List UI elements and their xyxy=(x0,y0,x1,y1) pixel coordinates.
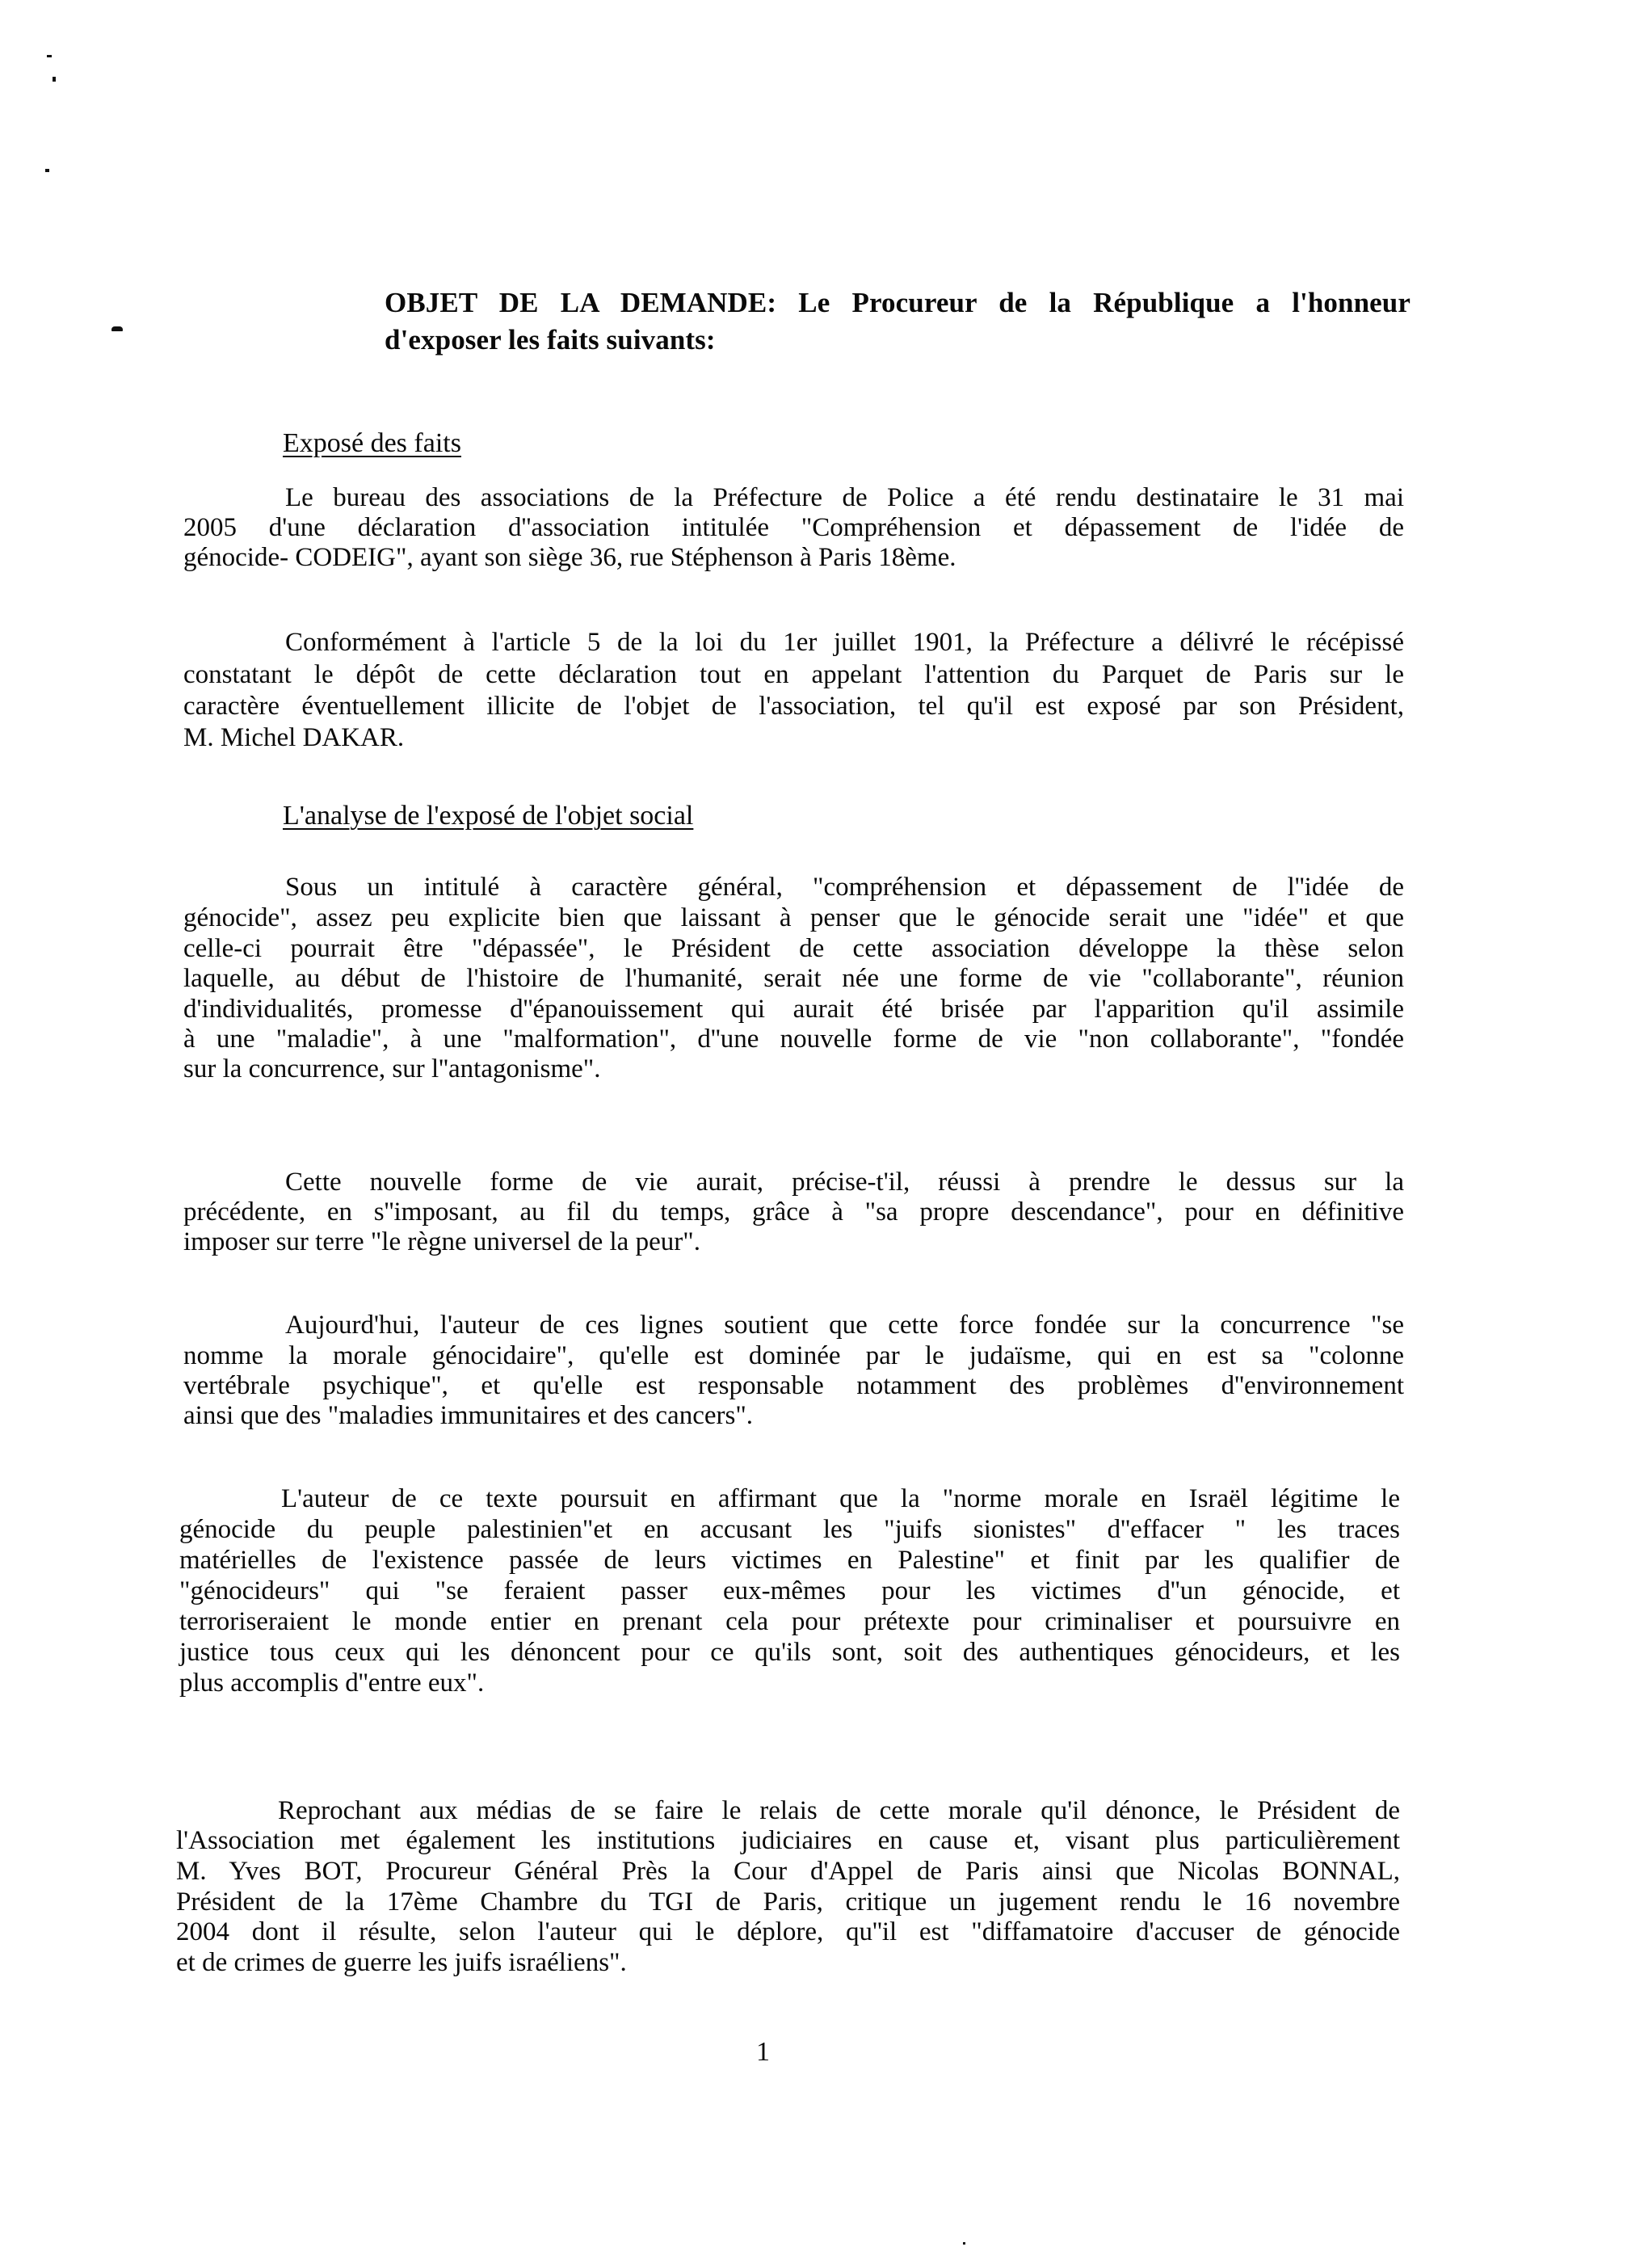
text-line: justice tous ceux qui les dénoncent pour ce qu'ils sont, soit des authentiques génocideurs, et les xyxy=(179,1638,1400,1667)
text-line: imposer sur terre "le règne universel de la peur". xyxy=(183,1227,700,1256)
text-line: Conformément à l'article 5 de la loi du 1er juillet 1901, la Préfecture a délivré le récépissé xyxy=(285,628,1404,657)
section-heading-analyse-objet-social: L'analyse de l'exposé de l'objet social xyxy=(283,801,694,831)
text-line: à une "maladie", à une "malformation", d''une nouvelle forme de vie "non collaborante", "fondée xyxy=(183,1025,1404,1054)
text-line: génocide- CODEIG", ayant son siège 36, rue Stéphenson à Paris 18ème. xyxy=(183,543,956,572)
text-line: caractère éventuellement illicite de l'objet de l'association, tel qu'il est exposé par son Président, xyxy=(183,692,1404,721)
request-title xyxy=(385,284,1410,359)
text-line: génocide", assez peu explicite bien que laissant à penser que le génocide serait une "idée" et que xyxy=(183,903,1404,932)
text-line: M. Michel DAKAR. xyxy=(183,723,405,752)
text-line: d'individualités, promesse d''épanouissement qui aurait été brisée par l'apparition qu'il assimile xyxy=(183,995,1404,1024)
text-line: Sous un intitulé à caractère général, "compréhension et dépassement de l''idée de xyxy=(285,873,1404,902)
text-line: Aujourd'hui, l'auteur de ces lignes soutient que cette force fondée sur la concurrence "se xyxy=(285,1311,1404,1340)
scan-speck xyxy=(45,169,49,172)
text-line: sur la concurrence, sur l''antagonisme". xyxy=(183,1054,601,1084)
text-line: et de crimes de guerre les juifs israéliens". xyxy=(176,1948,627,1977)
text-line: ainsi que des "maladies immunitaires et des cancers". xyxy=(183,1401,754,1430)
text-line: Le bureau des associations de la Préfecture de Police a été rendu destinataire le 31 mai xyxy=(285,483,1404,512)
text-line: constatant le dépôt de cette déclaration tout en appelant l'attention du Parquet de Paris sur le xyxy=(183,660,1404,689)
text-line: "génocideurs" qui "se feraient passer eux-mêmes pour les victimes d''un génocide, et xyxy=(179,1576,1400,1605)
page-number: 1 xyxy=(756,2037,770,2067)
scan-speck xyxy=(963,2242,965,2245)
title-line-2: d'exposer les faits suivants: xyxy=(385,324,716,356)
text-line: l'Association met également les institutions judiciaires en cause et, visant plus particulièrement xyxy=(176,1826,1400,1855)
text-line: L'auteur de ce texte poursuit en affirmant que la "norme morale en Israël légitime le xyxy=(281,1484,1400,1513)
section-heading-expose-des-faits: Exposé des faits xyxy=(283,428,461,458)
scan-speck xyxy=(53,77,56,82)
text-line: 2004 dont il résulte, selon l'auteur qui le déplore, qu''il est "diffamatoire d'accuser de génocide xyxy=(176,1917,1400,1946)
text-line: nomme la morale génocidaire", qu'elle est dominée par le judaïsme, qui en est sa "colonne xyxy=(183,1341,1404,1370)
text-line: 2005 d'une déclaration d''association intitulée "Compréhension et dépassement de l'idée de xyxy=(183,513,1404,542)
scan-speck xyxy=(111,326,123,331)
text-line: celle-ci pourrait être "dépassée", le Président de cette association développe la thèse selon xyxy=(183,934,1404,963)
text-line: génocide du peuple palestinien"et en accusant les "juifs sionistes" d''effacer " les traces xyxy=(179,1515,1400,1544)
text-line: Président de la 17ème Chambre du TGI de Paris, critique un jugement rendu le 16 novembre xyxy=(176,1887,1400,1917)
text-line: laquelle, au début de l'histoire de l'humanité, serait née une forme de vie "collaborante", réunion xyxy=(183,964,1404,993)
text-line: M. Yves BOT, Procureur Général Près la Cour d'Appel de Paris ainsi que Nicolas BONNAL, xyxy=(176,1857,1400,1886)
text-line: Cette nouvelle forme de vie aurait, précise-t'il, réussi à prendre le dessus sur la xyxy=(285,1168,1404,1197)
scan-speck xyxy=(47,55,52,57)
text-line: plus accomplis d''entre eux". xyxy=(179,1668,485,1698)
text-line: vertébrale psychique", et qu'elle est responsable notamment des problèmes d''environnement xyxy=(183,1371,1404,1400)
text-line: Reprochant aux médias de se faire le relais de cette morale qu'il dénonce, le Président de xyxy=(278,1796,1400,1825)
title-line-1: OBJET DE LA DEMANDE: Le Procureur de la République a l'honneur xyxy=(385,287,1410,318)
text-line: précédente, en s''imposant, au fil du temps, grâce à "sa propre descendance", pour en définitive xyxy=(183,1197,1404,1227)
text-line: terroriseraient le monde entier en prenant cela pour prétexte pour criminaliser et poursuivre en xyxy=(179,1607,1400,1636)
text-line: matérielles de l'existence passée de leurs victimes en Palestine" et finit par les qualifier de xyxy=(179,1546,1400,1575)
